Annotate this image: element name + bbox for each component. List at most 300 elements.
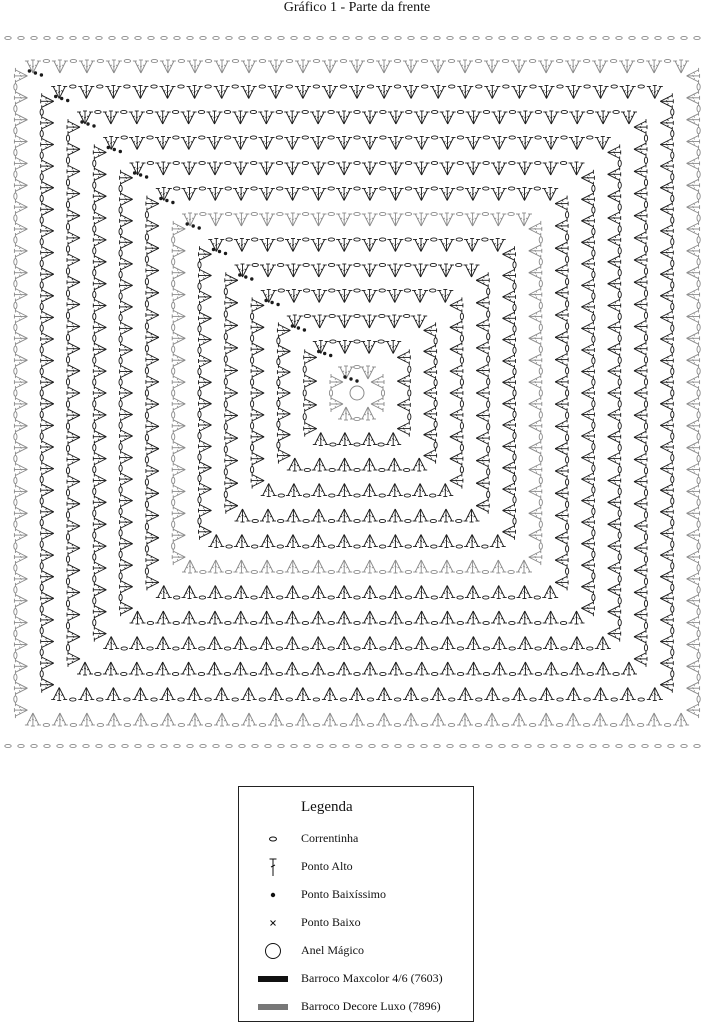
- chain-mark: [303, 263, 309, 266]
- border-chain-mark: [603, 744, 609, 747]
- chain-mark: [539, 302, 542, 308]
- fan-mark: [120, 234, 133, 250]
- round-11: [66, 110, 647, 675]
- chain-mark: [66, 467, 69, 473]
- fan-mark: [199, 396, 212, 412]
- fan-mark: [687, 112, 700, 128]
- chain-mark: [431, 647, 437, 650]
- fan-mark: [41, 266, 54, 282]
- fan-mark: [476, 317, 489, 333]
- chain-mark: [381, 390, 384, 396]
- chain-mark: [378, 443, 384, 446]
- fan-mark: [120, 536, 133, 552]
- fan-mark: [337, 341, 353, 354]
- fan-mark: [687, 155, 700, 171]
- chain-mark: [539, 368, 542, 374]
- chain-mark: [172, 390, 175, 396]
- fan-mark: [660, 590, 673, 606]
- chain-mark: [618, 291, 621, 297]
- fan-mark: [336, 137, 352, 150]
- fan-mark: [295, 688, 311, 701]
- chain-mark: [14, 565, 17, 571]
- fan-mark: [233, 611, 249, 624]
- border-chain-mark: [200, 744, 206, 747]
- chain-mark: [421, 59, 427, 62]
- chain-mark: [145, 390, 148, 396]
- chain-mark: [277, 187, 283, 190]
- fan-mark: [687, 505, 700, 521]
- fan-mark: [388, 188, 404, 201]
- border-chain-mark: [382, 36, 388, 39]
- fan-mark: [593, 688, 609, 701]
- fan-mark: [41, 677, 54, 693]
- border-chain-mark: [291, 744, 297, 747]
- chain-mark: [482, 238, 488, 241]
- chain-mark: [198, 326, 201, 332]
- chain-mark: [14, 302, 17, 308]
- chain-mark: [394, 698, 400, 701]
- fan-mark: [251, 473, 264, 489]
- border-chain-mark: [57, 36, 63, 39]
- chain-mark: [14, 237, 17, 243]
- chain-mark: [456, 519, 462, 522]
- fan-mark: [424, 406, 437, 422]
- chain-mark: [618, 619, 621, 625]
- chain-mark: [172, 412, 175, 418]
- chain-mark: [328, 570, 334, 573]
- chain-mark: [618, 357, 621, 363]
- chain-mark: [404, 468, 410, 471]
- border-chain-mark: [629, 744, 635, 747]
- border-chain-mark: [525, 36, 531, 39]
- chain-mark: [276, 161, 282, 164]
- fan-mark: [285, 560, 301, 573]
- fan-mark: [634, 452, 647, 468]
- fan-mark: [660, 180, 673, 196]
- fan-mark: [199, 460, 212, 476]
- border-chain-mark: [83, 36, 89, 39]
- fan-mark: [336, 586, 352, 599]
- fan-mark: [199, 438, 212, 454]
- slip-stitch-mark: [238, 273, 241, 276]
- fan-mark: [362, 662, 378, 675]
- fan-mark: [67, 407, 80, 423]
- fan-mark: [376, 713, 392, 726]
- chain-mark: [539, 390, 542, 396]
- chain-mark: [354, 263, 360, 266]
- fan-mark: [634, 429, 647, 445]
- border-chain-mark: [187, 744, 193, 747]
- chain-mark: [380, 672, 386, 675]
- fan-mark: [581, 277, 594, 293]
- fan-mark: [542, 188, 558, 201]
- fan-mark: [310, 662, 326, 675]
- chain-mark: [483, 621, 489, 624]
- fan-mark: [160, 688, 176, 701]
- fan-mark: [424, 322, 437, 338]
- chain-mark: [697, 324, 700, 330]
- fan-mark: [93, 604, 106, 620]
- fan-mark: [199, 332, 212, 348]
- border-chain-mark: [70, 744, 76, 747]
- fan-mark: [457, 60, 473, 73]
- fan-mark: [214, 86, 230, 99]
- chain-mark: [226, 545, 232, 548]
- chain-mark: [40, 303, 43, 309]
- chain-mark: [198, 283, 201, 289]
- fan-mark: [361, 341, 377, 354]
- fan-mark: [93, 298, 106, 314]
- chain-mark: [40, 411, 43, 417]
- chain-mark: [502, 59, 508, 62]
- fan-mark: [155, 611, 171, 624]
- chain-mark: [14, 674, 17, 680]
- fan-mark: [660, 634, 673, 650]
- fan-mark: [687, 199, 700, 215]
- border-chain-mark: [57, 744, 63, 747]
- chain-mark: [119, 358, 122, 364]
- chain-mark: [172, 499, 175, 505]
- fan-mark: [25, 713, 41, 726]
- chain-mark: [379, 263, 385, 266]
- fan-mark: [132, 86, 148, 99]
- fan-mark: [646, 713, 662, 726]
- fan-mark: [503, 460, 516, 476]
- chain-mark: [671, 109, 674, 115]
- chain-mark: [205, 698, 211, 701]
- fan-mark: [634, 474, 647, 490]
- chain-mark: [379, 519, 385, 522]
- chain-mark: [40, 347, 43, 353]
- slip-stitch-mark: [270, 301, 273, 304]
- chain-mark: [644, 179, 647, 185]
- fan-mark: [120, 364, 133, 380]
- fan-mark: [285, 188, 301, 201]
- chain-mark: [405, 545, 411, 548]
- fan-mark: [311, 290, 327, 303]
- fan-mark: [660, 677, 673, 693]
- chain-mark: [119, 250, 122, 256]
- fan-mark: [285, 239, 301, 252]
- chain-mark: [697, 106, 700, 112]
- chain-mark: [66, 556, 69, 562]
- fan-mark: [517, 586, 533, 599]
- border-chain-mark: [356, 744, 362, 747]
- chain-mark: [432, 672, 438, 675]
- fan-mark: [260, 264, 276, 277]
- fan-mark: [146, 463, 159, 479]
- fan-mark: [465, 137, 481, 150]
- fan-mark: [14, 309, 27, 325]
- fan-mark: [41, 439, 54, 455]
- chain-mark: [354, 161, 360, 164]
- chain-mark: [380, 621, 386, 624]
- fan-mark: [77, 111, 93, 124]
- chain-mark: [434, 359, 437, 365]
- fan-mark: [67, 319, 80, 335]
- chain-mark: [93, 357, 96, 363]
- chain-mark: [40, 584, 43, 590]
- fan-mark: [608, 363, 621, 379]
- chain-mark: [66, 268, 69, 274]
- fan-mark: [569, 137, 585, 150]
- fan-mark: [130, 611, 146, 624]
- fan-mark: [608, 319, 621, 335]
- fan-mark: [660, 396, 673, 412]
- chain-mark: [566, 256, 569, 262]
- fan-mark: [41, 569, 54, 585]
- chain-mark: [328, 212, 334, 215]
- chain-mark: [457, 672, 463, 675]
- chain-mark: [460, 335, 463, 341]
- border-chain-mark: [122, 744, 128, 747]
- fan-mark: [660, 374, 673, 390]
- fan-mark: [41, 180, 54, 196]
- fan-mark: [608, 232, 621, 248]
- fan-mark: [634, 141, 647, 157]
- chain-mark: [354, 443, 360, 446]
- chain-mark: [561, 136, 567, 139]
- chain-mark: [174, 187, 180, 190]
- fan-mark: [687, 615, 700, 631]
- fan-mark: [133, 713, 149, 726]
- fan-mark: [284, 662, 300, 675]
- fan-mark: [538, 60, 554, 73]
- fan-mark: [529, 549, 542, 565]
- chain-mark: [354, 672, 360, 675]
- fan-mark: [41, 137, 54, 153]
- fan-mark: [67, 385, 80, 401]
- fan-mark: [608, 429, 621, 445]
- chain-mark: [644, 512, 647, 518]
- fan-mark: [476, 475, 489, 491]
- fan-mark: [284, 111, 300, 124]
- fan-mark: [411, 315, 427, 328]
- fan-mark: [503, 353, 516, 369]
- fan-mark: [414, 662, 430, 675]
- fan-mark: [310, 611, 326, 624]
- fan-mark: [608, 298, 621, 314]
- fan-mark: [103, 662, 119, 675]
- fan-mark: [412, 290, 428, 303]
- chain-mark: [199, 596, 205, 599]
- fan-mark: [172, 265, 185, 281]
- fan-mark: [503, 503, 516, 519]
- fan-mark: [634, 230, 647, 246]
- legend-item-yarn-gray: [239, 995, 475, 1019]
- fan-mark: [619, 60, 635, 73]
- fan-mark: [566, 86, 582, 99]
- chain-mark: [354, 494, 360, 497]
- border-chain-mark: [369, 36, 375, 39]
- chain-mark: [14, 171, 17, 177]
- chain-mark: [198, 262, 201, 268]
- fan-mark: [336, 213, 352, 226]
- fan-mark: [93, 210, 106, 226]
- chain-mark: [671, 195, 674, 201]
- fan-mark: [476, 363, 489, 379]
- fan-mark: [634, 607, 647, 623]
- chain-mark: [434, 338, 437, 344]
- chain-mark: [457, 570, 463, 573]
- chain-mark: [592, 487, 595, 493]
- chain-mark: [434, 379, 437, 385]
- fan-mark: [476, 408, 489, 424]
- chain-mark: [539, 499, 542, 505]
- fan-mark: [476, 295, 489, 311]
- chain-mark: [259, 59, 265, 62]
- chain-mark: [431, 136, 437, 139]
- fan-mark: [208, 213, 224, 226]
- round-3: [277, 314, 437, 471]
- chain-mark: [250, 110, 256, 113]
- fan-mark: [235, 264, 251, 277]
- chain-mark: [93, 291, 96, 297]
- fan-mark: [581, 256, 594, 272]
- slip-stitch-mark: [86, 122, 89, 125]
- chain-mark: [172, 477, 175, 483]
- fan-mark: [581, 364, 594, 380]
- chain-mark: [251, 335, 254, 341]
- chain-mark: [430, 289, 436, 292]
- fan-mark: [259, 637, 275, 650]
- fan-mark: [336, 162, 352, 175]
- fan-mark: [491, 137, 507, 150]
- chain-mark: [664, 723, 670, 726]
- fan-mark: [634, 186, 647, 202]
- chain-mark: [66, 578, 69, 584]
- chain-mark: [145, 479, 148, 485]
- chain-mark: [232, 85, 238, 88]
- chain-mark: [66, 423, 69, 429]
- chain-mark: [224, 333, 227, 339]
- fan-mark: [225, 295, 238, 311]
- fan-mark: [608, 626, 621, 642]
- chain-mark: [66, 600, 69, 606]
- border-chain-mark: [304, 36, 310, 39]
- fan-mark: [67, 584, 80, 600]
- fan-mark: [103, 637, 119, 650]
- border-chain-mark: [239, 36, 245, 39]
- fan-mark: [322, 688, 338, 701]
- fan-mark: [41, 374, 54, 390]
- fan-mark: [424, 427, 437, 443]
- chain-mark: [644, 600, 647, 606]
- fan-mark: [277, 385, 290, 401]
- fan-mark: [41, 504, 54, 520]
- chain-mark: [405, 212, 411, 215]
- fan-mark: [647, 688, 663, 701]
- fan-mark: [484, 688, 500, 701]
- fan-mark: [555, 307, 568, 323]
- fan-mark: [14, 680, 27, 696]
- chain-mark: [328, 519, 334, 522]
- fan-mark: [14, 177, 27, 193]
- fan-mark: [208, 239, 224, 252]
- chain-mark: [638, 698, 644, 701]
- chain-mark: [561, 647, 567, 650]
- chain-mark: [482, 212, 488, 215]
- border-chain-mark: [317, 744, 323, 747]
- fan-mark: [555, 418, 568, 434]
- fan-mark: [14, 571, 27, 587]
- chain-mark: [145, 568, 148, 574]
- fan-mark: [277, 364, 290, 380]
- chain-mark: [475, 723, 481, 726]
- fan-mark: [14, 287, 27, 303]
- chain-mark: [503, 85, 509, 88]
- fan-mark: [260, 239, 276, 252]
- fan-mark: [581, 385, 594, 401]
- border-chain-mark: [226, 744, 232, 747]
- chain-mark: [697, 281, 700, 287]
- fan-mark: [304, 397, 317, 413]
- fan-mark: [172, 308, 185, 324]
- chain-mark: [354, 468, 360, 471]
- chain-mark: [198, 454, 201, 460]
- chain-mark: [664, 59, 670, 62]
- chain-mark: [276, 621, 282, 624]
- round-13: [14, 59, 700, 726]
- fan-mark: [450, 385, 463, 401]
- border-chain-mark: [265, 744, 271, 747]
- fan-mark: [543, 137, 559, 150]
- fan-mark: [581, 234, 594, 250]
- fan-mark: [93, 385, 106, 401]
- chain-mark: [671, 390, 674, 396]
- chain-mark: [354, 340, 360, 343]
- chain-mark: [14, 499, 17, 505]
- fan-mark: [41, 309, 54, 325]
- chain-mark: [448, 59, 454, 62]
- chain-mark: [697, 630, 700, 636]
- fan-mark: [155, 137, 171, 150]
- fan-mark: [120, 514, 133, 530]
- fan-mark: [172, 352, 185, 368]
- fan-mark: [388, 111, 404, 124]
- fan-mark: [592, 60, 608, 73]
- chain-mark: [276, 110, 282, 113]
- fan-mark: [241, 60, 257, 73]
- chain-mark: [119, 465, 122, 471]
- border-chain-mark: [499, 744, 505, 747]
- fan-mark: [529, 308, 542, 324]
- chain-mark: [592, 358, 595, 364]
- fan-mark: [330, 374, 343, 390]
- chain-mark: [610, 723, 616, 726]
- fan-mark: [336, 484, 352, 497]
- chain-mark: [14, 324, 17, 330]
- fan-mark: [529, 483, 542, 499]
- fan-mark: [312, 315, 328, 328]
- chain-mark: [644, 135, 647, 141]
- chain-mark: [329, 468, 335, 471]
- fan-mark: [397, 397, 410, 413]
- chain-mark: [405, 238, 411, 241]
- fan-mark: [208, 535, 224, 548]
- chain-mark: [476, 85, 482, 88]
- border-chain-mark: [564, 744, 570, 747]
- border-chain-mark: [239, 744, 245, 747]
- fan-mark: [187, 86, 203, 99]
- fan-mark: [529, 265, 542, 281]
- fan-mark: [199, 524, 212, 540]
- fan-mark: [14, 527, 27, 543]
- chain-mark: [405, 596, 411, 599]
- fan-mark: [660, 353, 673, 369]
- chain-mark: [303, 238, 309, 241]
- chain-mark: [354, 570, 360, 573]
